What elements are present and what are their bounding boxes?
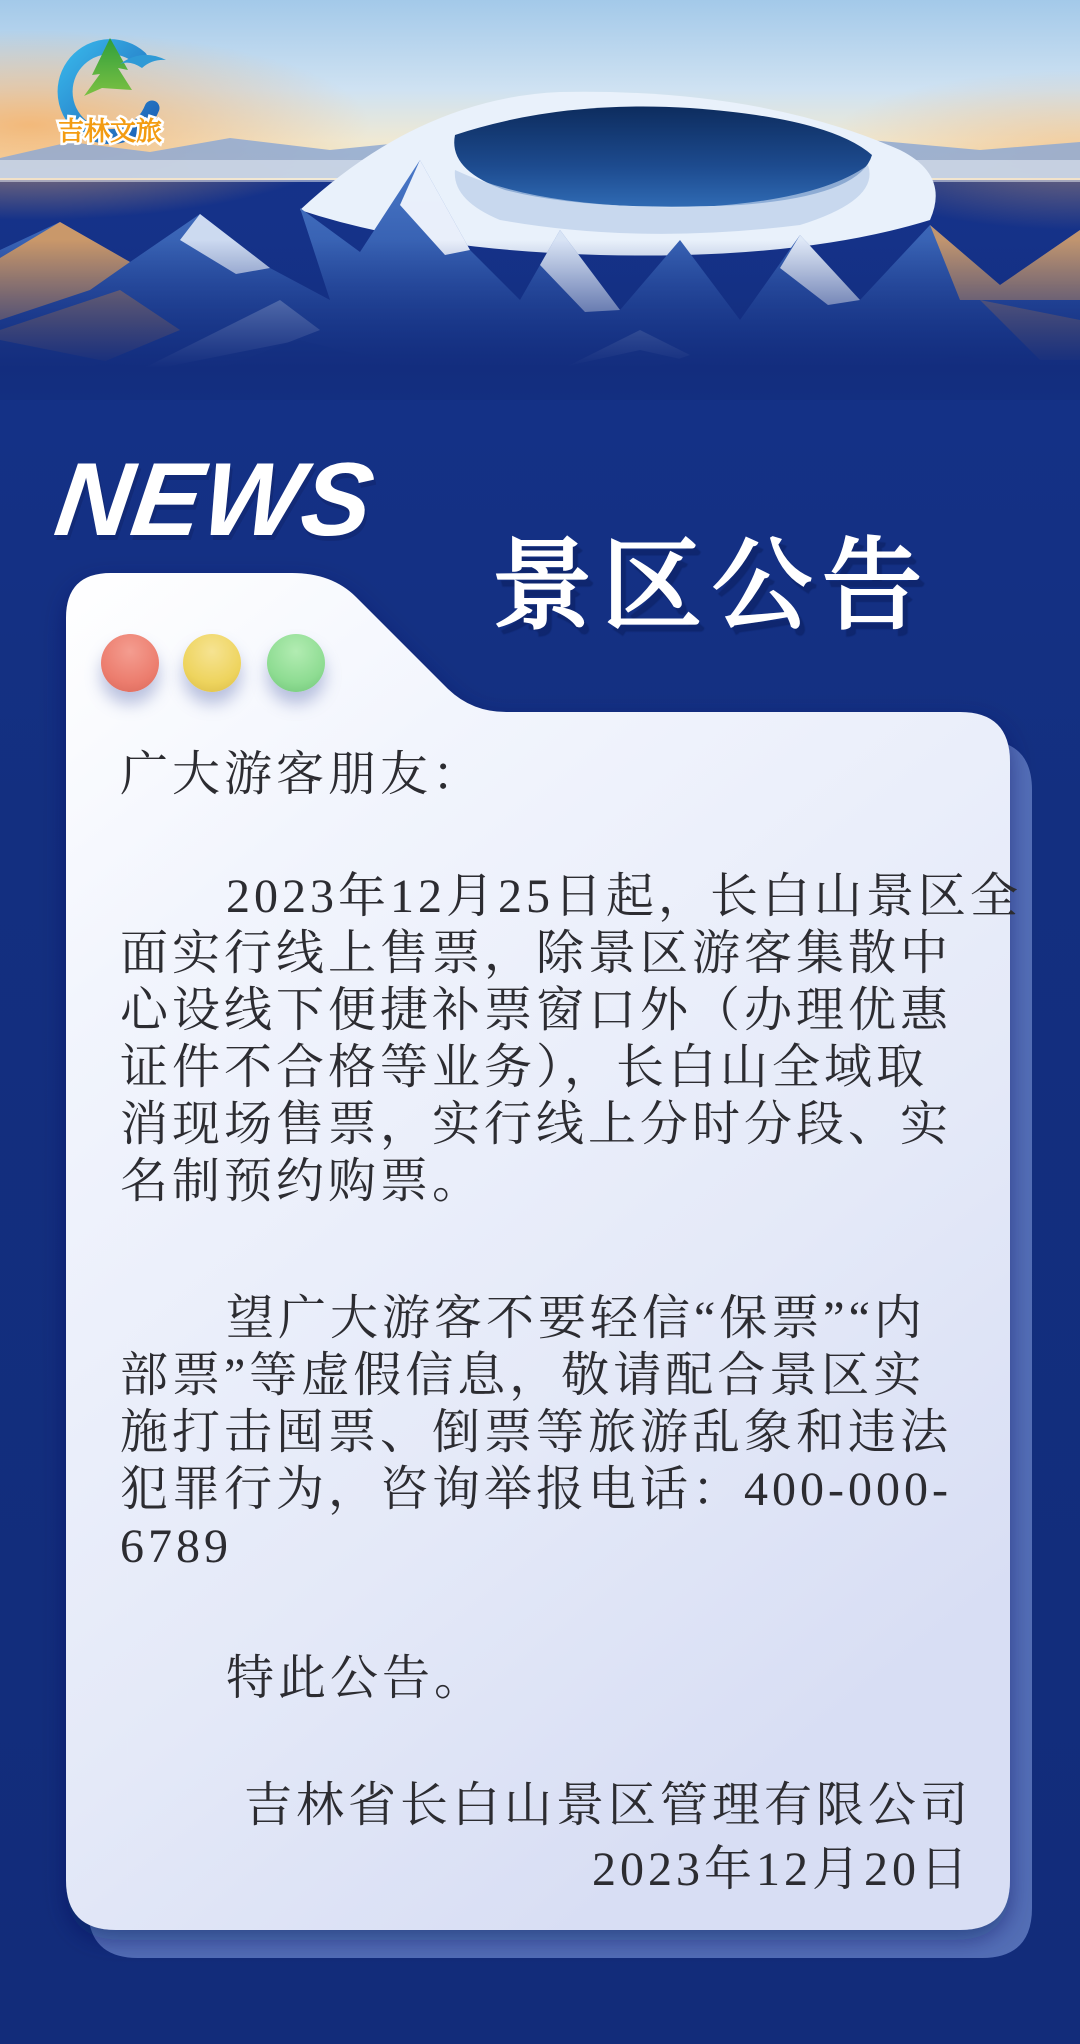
- greeting-line: 广大游客朋友：: [120, 748, 485, 801]
- para2-line: 部票”等虚假信息，敬请配合景区实: [120, 1349, 926, 1402]
- paragraph-2: [120, 1290, 972, 1575]
- window-dot-green: [267, 634, 325, 692]
- logo-text: 吉林文旅: [57, 116, 163, 146]
- para1-line: 心设线下便捷补票窗口外（办理优惠: [120, 984, 953, 1037]
- para1-line: 名制预约购票。: [120, 1155, 485, 1208]
- para2-line: 6789: [120, 1520, 232, 1573]
- para1-line: 消现场售票，实行线上分时分段、实: [120, 1098, 953, 1151]
- para1-line: 证件不合格等业务），长白山全域取: [120, 1041, 929, 1094]
- para1-line: 面实行线上售票，除景区游客集散中: [120, 927, 953, 980]
- window-dot-yellow: [183, 634, 241, 692]
- page-title: 景区公告: [492, 530, 932, 642]
- announcement-body: [120, 746, 1023, 1898]
- para2-line: 望广大游客不要轻信“保票”“内: [226, 1292, 926, 1345]
- window-dot-red: [101, 634, 159, 692]
- paragraph-1: [120, 868, 1023, 1210]
- para2-line: 施打击囤票、倒票等旅游乱象和违法: [120, 1406, 953, 1459]
- date-line: 2023年12月20日: [591, 1843, 972, 1896]
- signature-line: 吉林省长白山景区管理有限公司: [243, 1779, 972, 1832]
- news-heading: NEWS: [48, 442, 382, 558]
- para1-line: 2023年12月25日起，长白山景区全: [226, 870, 1023, 923]
- closing-line: 特此公告。: [226, 1652, 487, 1705]
- para2-line: 犯罪行为，咨询举报电话：400-000-: [120, 1463, 952, 1516]
